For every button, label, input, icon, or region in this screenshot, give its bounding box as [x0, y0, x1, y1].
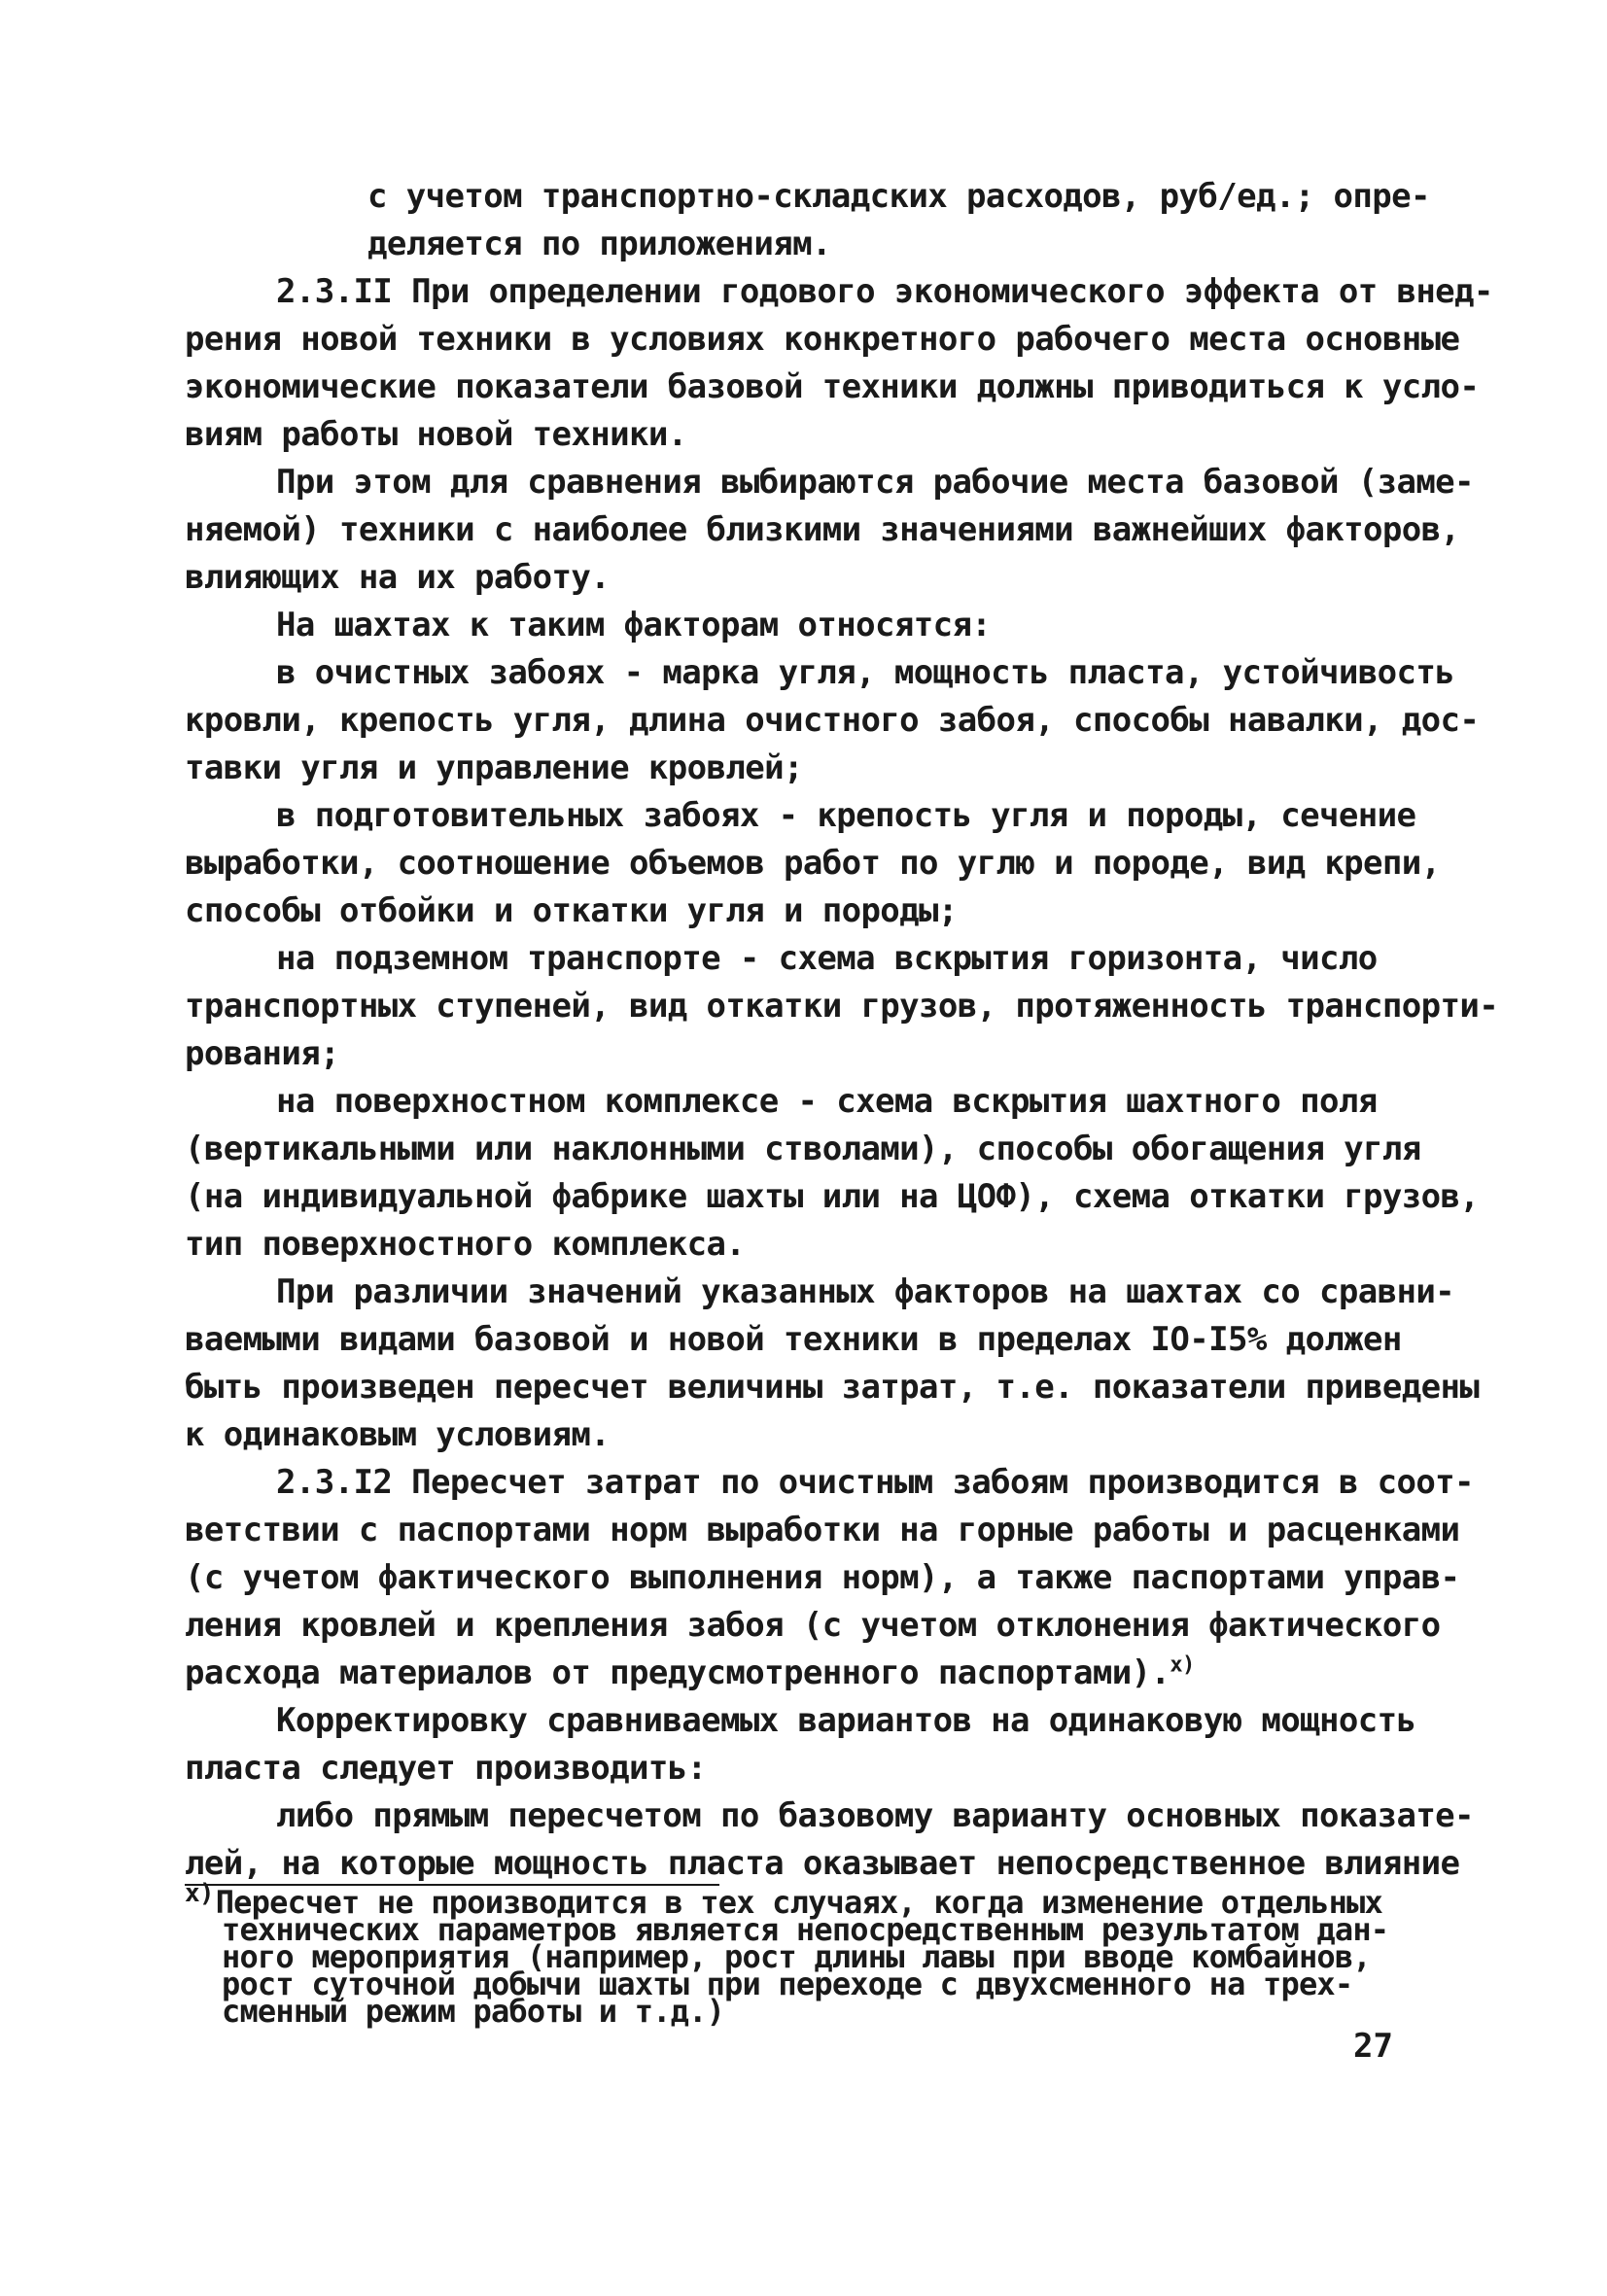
paragraph-start: либо прямым пересчетом по базовому варианту основных показате- [276, 1796, 1474, 1835]
paragraph-start: При различии значений указанных факторов на шахтах со сравни- [276, 1272, 1455, 1311]
text-line: виям работы новой техники. [185, 415, 687, 454]
text-line: тавки угля и управление кровлей; [185, 748, 803, 787]
paragraph-start: в очистных забоях - марка угля, мощность пласта, устойчивость [276, 653, 1455, 692]
text-line: транспортных ступеней, вид откатки грузов, протяженность транспорти- [185, 987, 1499, 1026]
paragraph-start: 2.3.I2 Пересчет затрат по очистным забоям производится в соот- [276, 1463, 1474, 1502]
text-line: пласта следует производить: [185, 1749, 707, 1788]
paragraph-start: На шахтах к таким факторам относятся: [276, 606, 992, 644]
text-line: рования; [185, 1034, 339, 1073]
text-line: способы отбойки и откатки угля и породы; [185, 891, 958, 930]
footnote-text: Пересчет не производится в тех случаях, когда изменение отдельных [215, 1884, 1382, 1921]
text-line: ветствии с паспортами норм выработки на горные работы и расценками [185, 1511, 1460, 1549]
footnote-line: сменный режим работы и т.д.) [222, 1993, 725, 2030]
text-line: лей, на которые мощность пласта оказывает непосредственное влияние [185, 1844, 1460, 1883]
footnote-line: технических параметров является непосредственным результатом дан- [222, 1911, 1389, 1948]
text-line: ления кровлей и крепления забоя (с учетом отклонения фактического [185, 1606, 1441, 1645]
text-line: к одинаковым условиям. [185, 1415, 611, 1454]
text-segment: расхода материалов от предусмотренного паспортами). [185, 1653, 1170, 1692]
page-number: 27 [1353, 2027, 1393, 2066]
paragraph-start: Корректировку сравниваемых вариантов на одинаковую мощность [276, 1701, 1416, 1740]
text-line: кровли, крепость угля, длина очистного забоя, способы навалки, дос- [185, 701, 1480, 740]
text-line: рения новой техники в условиях конкретного рабочего места основные [185, 320, 1460, 359]
text-line: влияющих на их работу. [185, 558, 611, 597]
footnote-line: рост суточной добычи шахты при переходе с двухсменного на трех- [222, 1966, 1353, 2002]
footnote [185, 1879, 1487, 2030]
text-line: ваемыми видами базовой и новой техники в пределах IO-I5% должен [185, 1320, 1402, 1359]
paragraph-start: на подземном транспорте - схема вскрытия горизонта, число [276, 939, 1378, 978]
text-line: с учетом транспортно-складских расходов, руб/ед.; опре- [367, 177, 1430, 216]
text-line: (на индивидуальной фабрике шахты или на ЦОФ), схема откатки грузов, [185, 1177, 1480, 1216]
paragraph-start: на поверхностном комплексе - схема вскрытия шахтного поля [276, 1082, 1378, 1121]
footnote-line: ного мероприятия (например, рост длины лавы при вводе комбайнов, [222, 1938, 1371, 1975]
text-line: быть произведен пересчет величины затрат, т.е. показатели приведены [185, 1368, 1480, 1407]
text-line: няемой) техники с наиболее близкими значениями важнейших факторов, [185, 510, 1460, 549]
text-line: (вертикальными или наклонными стволами), способы обогащения угля [185, 1130, 1421, 1168]
text-line: выработки, соотношение объемов работ по углю и породе, вид крепи, [185, 844, 1441, 883]
footnote-marker: х) [185, 1879, 214, 1909]
text-line: (с учетом фактического выполнения норм), а также паспортами управ- [185, 1558, 1460, 1597]
text-line: деляется по приложениям. [367, 225, 831, 263]
body-text [185, 173, 1499, 1888]
text-line: экономические показатели базовой техники должны приводиться к усло- [185, 367, 1480, 406]
paragraph-start: При этом для сравнения выбираются рабочие места базовой (заме- [276, 463, 1474, 502]
footnote-reference: х) [1170, 1652, 1195, 1678]
paragraph-start: в подготовительных забоях - крепость угля и породы, сечение [276, 796, 1416, 835]
text-line: тип поверхностного комплекса. [185, 1225, 746, 1264]
paragraph-start: 2.3.II При определении годового экономического эффекта от внед- [276, 272, 1493, 311]
text-line-with-footnote-ref [185, 1650, 1478, 1697]
